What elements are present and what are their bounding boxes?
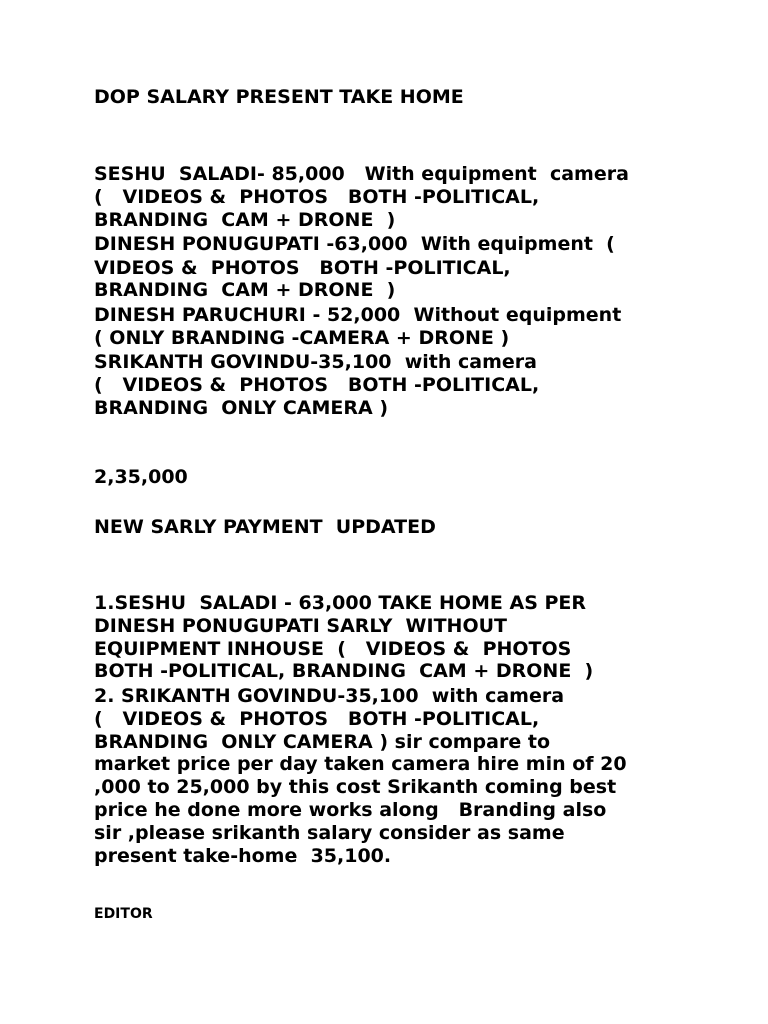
updated-line: ( VIDEOS & PHOTOS BOTH -POLITICAL, [94, 708, 540, 730]
updated-line: DINESH PONUGUPATI SARLY WITHOUT [94, 615, 507, 637]
present-line: ( VIDEOS & PHOTOS BOTH -POLITICAL, [94, 186, 540, 208]
present-line: ( VIDEOS & PHOTOS BOTH -POLITICAL, [94, 374, 540, 396]
document-title: DOP SALARY PRESENT TAKE HOME [94, 86, 464, 108]
present-line: BRANDING CAM + DRONE ) [94, 279, 396, 301]
total-amount: 2,35,000 [94, 466, 188, 488]
signature: EDITOR [94, 906, 153, 922]
updated-line: 2. SRIKANTH GOVINDU-35,100 with camera [94, 685, 565, 707]
updated-line: 1.SESHU SALADI - 63,000 TAKE HOME AS PER [94, 592, 587, 614]
new-payment-heading: NEW SARLY PAYMENT UPDATED [94, 516, 436, 538]
updated-line: ,000 to 25,000 by this cost Srikanth coming best [94, 776, 617, 798]
present-line: DINESH PONUGUPATI -63,000 With equipment ( [94, 233, 615, 255]
updated-line: price he done more works along Branding also [94, 799, 607, 821]
present-line: BRANDING ONLY CAMERA ) [94, 397, 389, 419]
present-line: SRIKANTH GOVINDU-35,100 with camera [94, 351, 537, 373]
updated-line: BRANDING ONLY CAMERA ) sir compare to [94, 731, 550, 753]
updated-line: present take-home 35,100. [94, 845, 392, 867]
present-line: ( ONLY BRANDING -CAMERA + DRONE ) [94, 327, 510, 349]
updated-line: EQUIPMENT INHOUSE ( VIDEOS & PHOTOS [94, 638, 572, 660]
updated-line: BOTH -POLITICAL, BRANDING CAM + DRONE ) [94, 660, 594, 682]
present-line: BRANDING CAM + DRONE ) [94, 209, 396, 231]
present-line: VIDEOS & PHOTOS BOTH -POLITICAL, [94, 257, 511, 279]
updated-line: market price per day taken camera hire min of 20 [94, 753, 627, 775]
present-line: DINESH PARUCHURI - 52,000 Without equipment [94, 304, 622, 326]
present-line: SESHU SALADI- 85,000 With equipment camera [94, 163, 629, 185]
updated-line: sir ,please srikanth salary consider as same [94, 822, 565, 844]
